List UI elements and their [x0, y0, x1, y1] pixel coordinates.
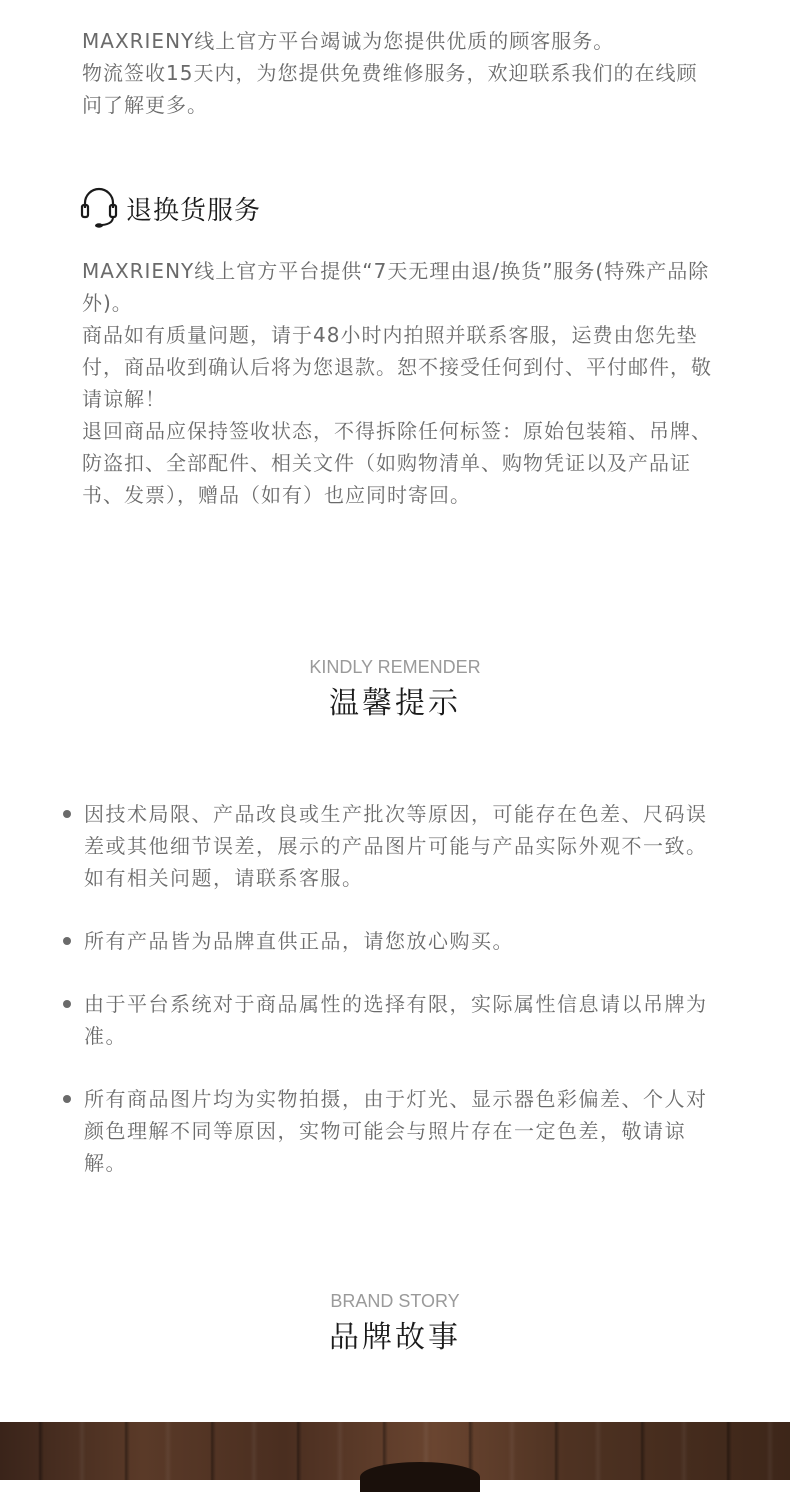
reminder-text: 所有商品图片均为实物拍摄，由于灯光、显示器色彩偏差、个人对颜色理解不同等原因，实物可能会与照片存在一定色差，敬请谅解。 — [84, 1087, 708, 1175]
brand-story-header — [0, 1290, 790, 1358]
reminder-text: 由于平台系统对于商品属性的选择有限，实际属性信息请以吊牌为准。 — [84, 992, 708, 1048]
intro-line: MAXRIENY线上官方平台竭诚为您提供优质的顾客服务。 — [82, 29, 615, 53]
policy-paragraph: 退回商品应保持签收状态，不得拆除任何标签：原始包装箱、吊牌、防盗扣、全部配件、相关文件（如购物清单、购物凭证以及产品证书、发票），赠品（如有）也应同时寄回。 — [82, 419, 712, 507]
headset-icon — [80, 186, 118, 230]
reminder-item — [60, 798, 720, 894]
return-section-heading — [80, 186, 261, 230]
intro-line: 物流签收15天内，为您提供免费维修服务，欢迎联系我们的在线顾问了解更多。 — [82, 61, 698, 117]
section-heading: 温馨提示 — [329, 686, 461, 721]
brand-story-image — [0, 1422, 790, 1480]
image-shadow — [360, 1462, 480, 1492]
section-title: 退换货服务 — [126, 195, 262, 226]
policy-paragraph: MAXRIENY线上官方平台提供“7天无理由退/换货”服务(特殊产品除外)。 — [82, 259, 710, 315]
reminder-text: 所有产品皆为品牌直供正品，请您放心购买。 — [84, 929, 514, 953]
bullet-icon — [63, 810, 71, 818]
intro-text — [82, 25, 712, 121]
reminder-item — [60, 925, 720, 957]
bullet-icon — [63, 937, 71, 945]
return-policy-text — [82, 255, 712, 511]
reminder-item — [60, 988, 720, 1052]
bullet-icon — [63, 1095, 71, 1103]
section-heading: 品牌故事 — [329, 1320, 461, 1355]
reminder-item — [60, 1083, 720, 1179]
reminder-list — [60, 798, 720, 1179]
bullet-icon — [63, 1000, 71, 1008]
policy-paragraph: 商品如有质量问题，请于48小时内拍照并联系客服，运费由您先垫付，商品收到确认后将为您退款。恕不接受任何到付、平付邮件，敬请谅解！ — [82, 323, 712, 411]
section-eyebrow: KINDLY REMENDER — [309, 657, 481, 677]
section-eyebrow: BRAND STORY — [330, 1291, 460, 1311]
reminder-text: 因技术局限、产品改良或生产批次等原因，可能存在色差、尺码误差或其他细节误差，展示的产品图片可能与产品实际外观不一致。如有相关问题，请联系客服。 — [84, 802, 708, 890]
kindly-reminder-header — [0, 656, 790, 724]
